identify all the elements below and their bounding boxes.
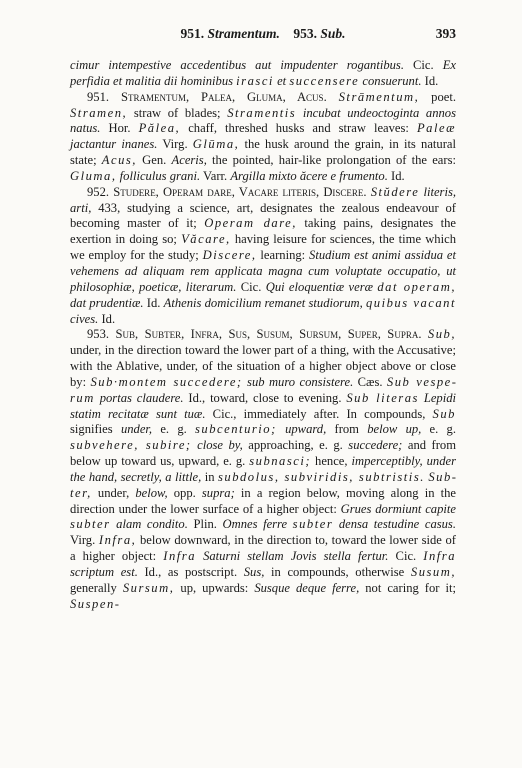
text-run: chaff, threshed husks and straw leaves: bbox=[180, 121, 417, 136]
text-run: succensere bbox=[289, 73, 360, 88]
text-run: Saturni stellam Jovis stella fertur. bbox=[196, 549, 389, 564]
text-run: Studere, Operam dare, Vacare literis, Discere. bbox=[113, 184, 367, 199]
text-run: in compounds, otherwise bbox=[264, 565, 411, 579]
text-run: supra; bbox=[201, 485, 235, 500]
text-run: hence, bbox=[311, 454, 352, 469]
text-run: Aceris, bbox=[171, 153, 207, 168]
text-run: Plin. bbox=[187, 517, 223, 532]
text-run: Athenis domicilium remanet studiorum, bbox=[163, 295, 366, 310]
text-run: Gen. bbox=[136, 153, 172, 168]
text-run: Id. bbox=[421, 73, 439, 88]
text-run: Varr. bbox=[200, 168, 231, 183]
text-run: from bbox=[326, 422, 368, 437]
text-run: approaching, e. g. bbox=[242, 438, 349, 453]
left-entry-number: 951. bbox=[180, 26, 205, 41]
text-run: consuerunt. bbox=[359, 73, 422, 88]
text-run: Infra, bbox=[98, 533, 137, 548]
text-run: jactantur inanes. bbox=[70, 137, 158, 152]
text-run: Hor. bbox=[100, 121, 139, 136]
text-run: Ex perfidia et malitia dii hominibus bbox=[70, 58, 456, 88]
text-run: Operam dare, bbox=[204, 216, 297, 231]
text-run: in a region below, moving along in the direction under the lower surface of a higher object: bbox=[70, 485, 456, 516]
text-run: Susque deque ferre, bbox=[254, 580, 360, 595]
text-run: Sub, Subter, Infra, Sus, Susum, Sursum, Super, Supra. bbox=[115, 327, 422, 342]
text-run: and from below up toward us, upward, e. g. bbox=[70, 438, 456, 469]
text-run: Infra bbox=[163, 549, 197, 564]
text-run: Studium est animi assidua et vehemens ad aliquam rem applicata magna cum voluptate occupatio, ut philosophiæ, poeticæ, literarum. bbox=[70, 248, 457, 294]
paragraph-continuation bbox=[70, 58, 456, 90]
text-run: succedere; bbox=[348, 438, 403, 453]
text-run: subter bbox=[70, 517, 111, 532]
text-run: subvehere, subire; bbox=[70, 438, 192, 453]
text-run: Virg. bbox=[157, 137, 193, 152]
page-number: 393 bbox=[435, 26, 456, 41]
page-body bbox=[70, 58, 456, 613]
text-run: generally bbox=[70, 580, 123, 595]
right-entry-number: 953. bbox=[293, 26, 317, 41]
text-run: Acus, bbox=[101, 153, 137, 168]
text-run: the pointed, hair-like prolongation of the ears: bbox=[206, 153, 456, 168]
text-run: sub muro consistere. bbox=[242, 374, 354, 389]
text-run: et bbox=[273, 73, 290, 88]
text-run: Pălea, bbox=[138, 121, 181, 136]
text-run: subter bbox=[292, 517, 334, 532]
text-run: Qui eloquentiæ veræ bbox=[265, 279, 378, 294]
text-run: Cic. bbox=[403, 58, 443, 72]
text-run: below up, bbox=[367, 422, 422, 437]
text-run: Strāmentum, bbox=[338, 89, 420, 104]
text-run: Omnes ferre bbox=[222, 517, 293, 532]
text-run: taking pains, designates the exertion in doing so; bbox=[70, 216, 456, 247]
text-run: e. g. bbox=[421, 422, 456, 437]
text-run: Sub·montem succedere; bbox=[90, 374, 243, 389]
text-run: dat operam, bbox=[377, 279, 456, 294]
text-run: folliculus grani. bbox=[116, 168, 201, 183]
text-run: Grues dormiunt capite bbox=[340, 501, 456, 516]
running-title bbox=[70, 26, 456, 42]
left-entry-word: Stramentum. bbox=[207, 26, 280, 41]
entry-951 bbox=[70, 90, 456, 185]
text-run: cives. bbox=[70, 311, 99, 326]
text-run: incubat undeoctoginta annos natus. bbox=[70, 105, 456, 136]
text-run: not caring for it; bbox=[359, 580, 456, 595]
text-run: quibus vacant bbox=[365, 295, 456, 310]
text-run: signifies bbox=[70, 422, 121, 437]
text-run: 433, studying a science, art, designates the zealous endeavour of becoming master of it; bbox=[70, 200, 456, 231]
text-run: straw of blades; bbox=[127, 105, 228, 120]
text-run: below downward, in the direction to, toward the lower side of a higher object: bbox=[70, 533, 456, 564]
text-run: Stramentis bbox=[227, 105, 297, 120]
text-run: Glūma, bbox=[192, 137, 240, 152]
text-run: 953. bbox=[87, 327, 116, 342]
text-run: Discere, bbox=[202, 248, 257, 263]
text-run: 951. bbox=[87, 89, 121, 104]
text-run: Sub, bbox=[427, 327, 457, 342]
text-run: Cæs. bbox=[353, 374, 387, 389]
text-run: Susum, bbox=[410, 565, 456, 579]
text-run: Văcare, bbox=[181, 232, 231, 247]
text-run: under, bbox=[91, 485, 136, 500]
text-run: under, in the direction toward the lower part of a thing, with the Accusative; with the Ablative, under, of the situation of a higher object above or close by: bbox=[70, 343, 456, 389]
text-run: Sub vesperum bbox=[70, 374, 456, 405]
text-run: Sub literas bbox=[346, 390, 419, 405]
text-run: imperceptibly, under the hand, secretly, a little, bbox=[70, 454, 456, 484]
text-run: poet. bbox=[419, 89, 457, 104]
text-run: densa testudine casus. bbox=[333, 517, 456, 532]
entry-953 bbox=[70, 327, 456, 612]
text-run: subdolus, subviridis, subtristis. bbox=[217, 469, 425, 484]
text-run: portas claudere. bbox=[94, 390, 184, 405]
text-run: Id., as postscript. bbox=[137, 565, 244, 579]
text-run: Argilla mixto ăcere e frumento. bbox=[230, 168, 388, 183]
text-run: subcenturio; bbox=[195, 422, 277, 437]
text-run: e. g. bbox=[152, 422, 196, 437]
text-run: Cic. bbox=[236, 279, 266, 294]
text-run: opp. bbox=[167, 485, 202, 500]
running-header bbox=[70, 26, 456, 48]
text-run: Stramen, bbox=[70, 105, 128, 120]
text-run: Lepidi statim recitatæ sunt tuæ. bbox=[70, 390, 457, 421]
text-run: having leisure for sciences, the time which we employ for the study; bbox=[70, 232, 456, 263]
text-run: up, upwards: bbox=[174, 580, 255, 595]
text-run: Subter, bbox=[70, 469, 456, 500]
text-run: Stŭdere bbox=[370, 184, 420, 199]
text-run: Id., toward, close to evening. bbox=[183, 390, 347, 405]
text-run: in bbox=[201, 469, 218, 484]
text-run: Id. bbox=[143, 295, 164, 310]
text-run: Sus, bbox=[243, 565, 265, 579]
text-run: Virg. bbox=[70, 533, 99, 548]
text-run: close by, bbox=[191, 438, 243, 453]
right-entry-word: Sub. bbox=[320, 26, 346, 41]
text-run: the husk around the grain, in its natural state; bbox=[70, 137, 456, 168]
text-run: under, bbox=[120, 422, 153, 437]
text-run: Suspen- bbox=[70, 596, 121, 611]
text-run: alam condito. bbox=[110, 517, 188, 532]
text-run: learning: bbox=[256, 248, 310, 263]
text-run: scriptum est. bbox=[70, 565, 138, 579]
text-run: Gluma, bbox=[70, 168, 117, 183]
text-run: 952. bbox=[87, 184, 114, 199]
text-run: upward, bbox=[276, 422, 327, 437]
text-run: Infra bbox=[423, 549, 457, 564]
text-run: Id. bbox=[387, 168, 405, 183]
entry-952 bbox=[70, 185, 456, 328]
text-run bbox=[327, 90, 339, 104]
text-run: Sub bbox=[432, 406, 456, 421]
text-run: Cic., immediately after. In compounds, bbox=[205, 406, 433, 421]
text-run: cimur intempestive accedentibus aut impudenter rogantibus. bbox=[70, 58, 404, 72]
text-run: irasci bbox=[236, 73, 274, 88]
text-run: Stramentum, Palea, Gluma, Acus. bbox=[120, 89, 327, 104]
text-run: subnasci; bbox=[249, 454, 312, 469]
text-run: Sursum, bbox=[122, 580, 175, 595]
text-run: Paleæ bbox=[416, 121, 456, 136]
text-run: literis, arti, bbox=[70, 184, 457, 215]
text-run: dat prudentiæ. bbox=[70, 295, 144, 310]
text-run: below, bbox=[135, 485, 168, 500]
text-run: Id. bbox=[98, 311, 116, 326]
text-run: Cic. bbox=[388, 549, 424, 564]
